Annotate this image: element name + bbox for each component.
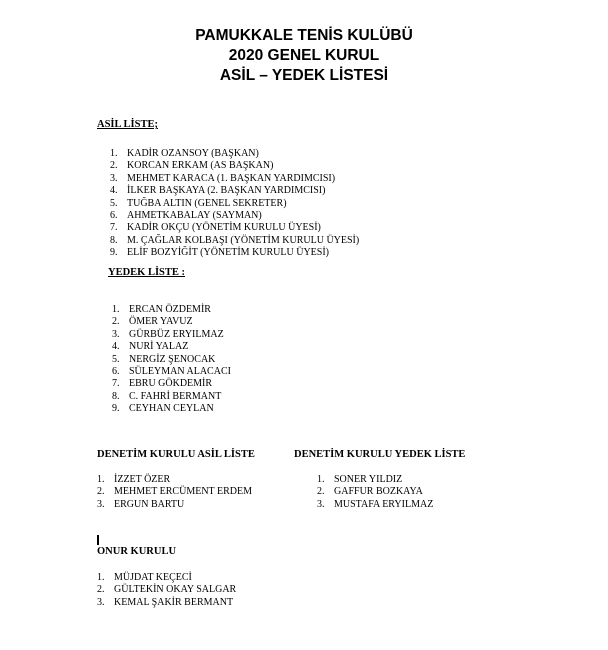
denetim-yedek-list — [317, 474, 433, 511]
list-item: 3. MUSTAFA ERYILMAZ — [317, 498, 434, 510]
list-item: 1. MÜJDAT KEÇECİ — [97, 572, 192, 583]
list-item: 7. KADİR OKÇU (YÖNETİM KURULU ÜYESİ) — [110, 222, 321, 234]
list-item: 8. C. FAHRİ BERMANT — [112, 390, 222, 402]
list-item: 1. SONER YILDIZ — [317, 474, 403, 485]
list-item: 9. ELİF BOZYİĞİT (YÖNETİM KURULU ÜYESİ) — [110, 247, 330, 259]
denetim-asil-heading: DENETİM KURULU ASİL LİSTE — [97, 449, 255, 460]
list-item: 6. SÜLEYMAN ALACACI — [112, 365, 231, 377]
list-item: 9. CEYHAN CEYLAN — [112, 403, 214, 415]
list-item: 3. GÜRBÜZ ERYILMAZ — [112, 328, 224, 340]
list-item: 3. ERGUN BARTU — [97, 498, 185, 510]
list-item: 2. KORCAN ERKAM (AS BAŞKAN) — [110, 160, 274, 172]
yedek-list — [112, 304, 231, 416]
list-item: 5. TUĞBA ALTIN (GENEL SEKRETER) — [110, 197, 287, 209]
list-item: 8. M. ÇAĞLAR KOLBAŞI (YÖNETİM KURULU ÜYESİ) — [110, 234, 360, 246]
yedek-list-heading: YEDEK LİSTE : — [108, 267, 186, 278]
title-line-list: ASİL – YEDEK LİSTESİ — [219, 67, 389, 84]
denetim-yedek-heading: DENETİM KURULU YEDEK LİSTE — [294, 449, 466, 460]
list-item: 7. EBRU GÖKDEMİR — [112, 378, 213, 390]
list-item: 2. GÜLTEKİN OKAY SALGAR — [97, 584, 237, 596]
document-title — [0, 26, 608, 86]
list-item: 5. NERGİZ ŞENOCAK — [112, 353, 216, 365]
list-item: 1. KADİR OZANSOY (BAŞKAN) — [110, 148, 259, 159]
list-item: 4. İLKER BAŞKAYA (2. BAŞKAN YARDIMCISI) — [110, 185, 326, 197]
list-item: 2. GAFFUR BOZKAYA — [317, 486, 423, 498]
text-cursor — [97, 535, 99, 545]
onur-kurulu-heading: ONUR KURULU — [97, 546, 177, 557]
denetim-asil-list — [97, 474, 252, 511]
list-item: 1. ERCAN ÖZDEMİR — [112, 304, 211, 315]
list-item: 2. ÖMER YAVUZ — [112, 316, 193, 328]
onur-kurulu-list — [97, 572, 236, 609]
list-item: 6. AHMETKABALAY (SAYMAN) — [110, 209, 262, 221]
asil-list-heading: ASİL LİSTE; — [97, 119, 158, 130]
list-item: 1. İZZET ÖZER — [97, 474, 171, 485]
asil-list — [110, 148, 359, 260]
list-item: 4. NURİ YALAZ — [112, 341, 189, 353]
list-item: 3. MEHMET KARACA (1. BAŞKAN YARDIMCISI) — [110, 172, 336, 184]
list-item: 3. KEMAL ŞAKİR BERMANT — [97, 596, 234, 608]
title-line-club: PAMUKKALE TENİS KULÜBÜ — [195, 27, 413, 44]
title-line-assembly: 2020 GENEL KURUL — [228, 47, 380, 64]
list-item: 2. MEHMET ERCÜMENT ERDEM — [97, 486, 252, 498]
